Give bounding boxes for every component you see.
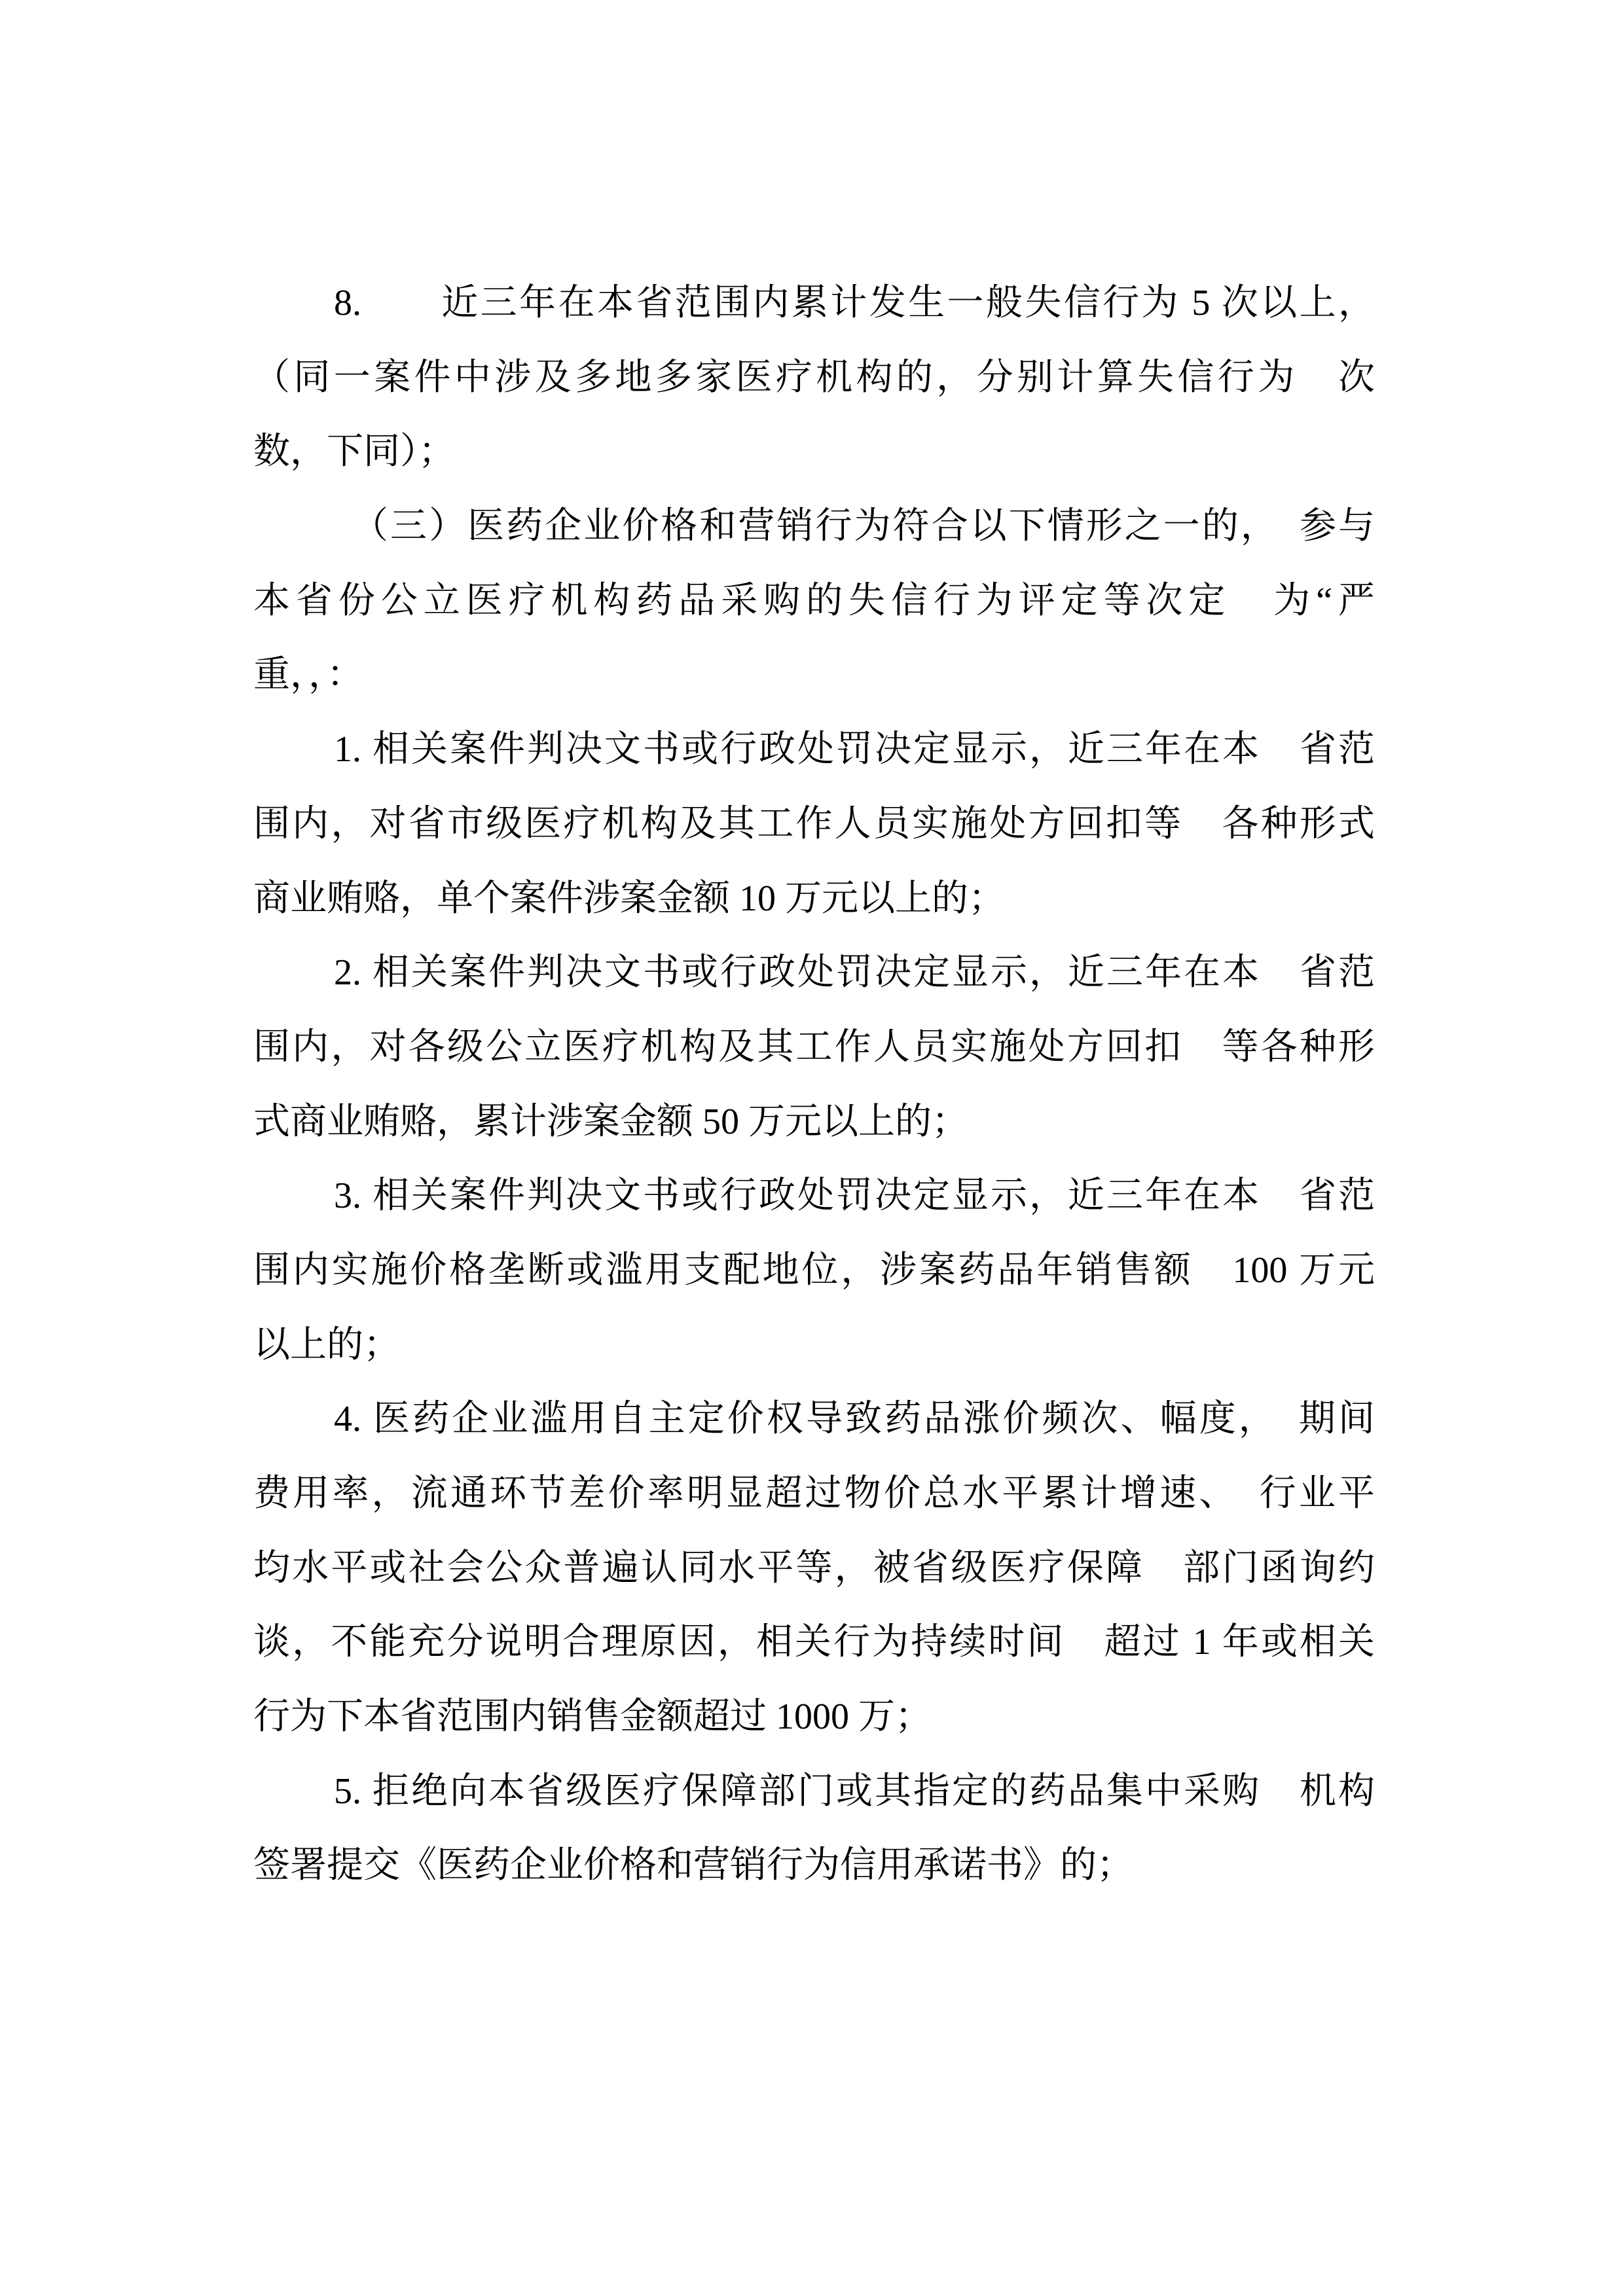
text-line: 费用率，流通环节差价率明显超过物价总水平累计增速、 行业平: [253, 1473, 1375, 1514]
text-line: 均水平或社会公众普遍认同水平等，被省级医疗保障 部门函询约: [253, 1547, 1375, 1588]
text-line: （同一案件中涉及多地多家医疗机构的，分别计算失信行为 次: [253, 357, 1375, 398]
document-text: [253, 266, 1375, 1903]
text-line: 本省份公立医疗机构药品采购的失信行为评定等次定 为“严: [253, 580, 1375, 621]
text-line: 3. 相关案件判决文书或行政处罚决定显示，近三年在本 省范: [334, 1175, 1375, 1217]
text-line: 围内，对各级公立医疗机构及其工作人员实施处方回扣 等各种形: [253, 1026, 1375, 1067]
text-line: （三）医药企业价格和营销行为符合以下情形之一的， 参与: [352, 506, 1375, 547]
text-line: 4. 医药企业滥用自主定价权导致药品涨价频次、幅度， 期间: [334, 1399, 1375, 1440]
text-line: 式商业贿赂，累计涉案金额 50 万元以上的；: [253, 1101, 968, 1142]
text-line: 重，，：: [253, 655, 363, 696]
text-line: 商业贿赂，单个案件涉案金额 10 万元以上的；: [253, 878, 1005, 919]
text-line: 5. 拒绝向本省级医疗保障部门或其指定的药品集中采购 机构: [334, 1770, 1375, 1812]
text-line: 以上的；: [253, 1324, 400, 1365]
text-line: 行为下本省范围内销售金额超过 1000 万；: [253, 1696, 932, 1738]
text-line: 签署提交《医药企业价格和营销行为信用承诺书》的；: [253, 1845, 1133, 1886]
text-line: 围内，对省市级医疗机构及其工作人员实施处方回扣等 各种形式: [253, 803, 1375, 844]
text-line: 2. 相关案件判决文书或行政处罚决定显示，近三年在本 省范: [334, 952, 1375, 994]
text-line: 8. 近三年在本省范围内累计发生一般失信行为 5 次以上，: [334, 283, 1375, 323]
text-line: 数，下同）；: [253, 431, 455, 473]
text-line: 1. 相关案件判决文书或行政处罚决定显示，近三年在本 省范: [334, 729, 1375, 770]
text-line: 围内实施价格垄断或滥用支配地位，涉案药品年销售额 100 万元: [253, 1249, 1375, 1291]
text-line: 谈，不能充分说明合理原因，相关行为持续时间 超过 1 年或相关: [253, 1622, 1375, 1663]
